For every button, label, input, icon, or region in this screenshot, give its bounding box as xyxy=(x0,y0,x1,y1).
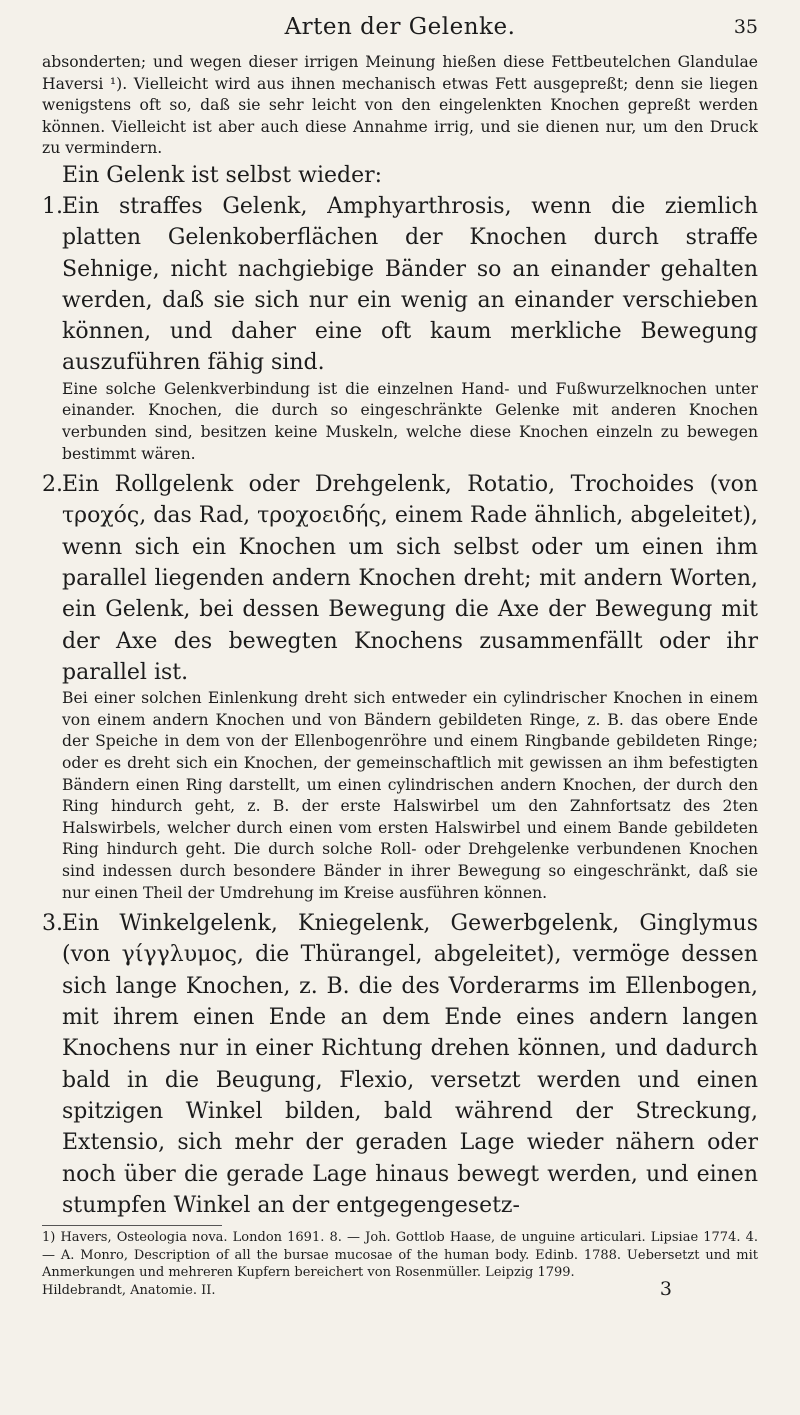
entry-number: 3. xyxy=(42,911,63,937)
entry-main-text: Ein Winkelgelenk, Kniegelenk, Gewerbgelenk, Ginglymus (von γίγγλυμος, die Thürangel, abgeleitet), vermöge dessen sich lange Knochen, z. B. die des Vorderarms im Ellenbogen, mit ihrem einen Ende an dem Ende eines andern langen Knochens nur in einer Richtung drehen können, und dadurch bald in die Beugung, Flexio, versetzt werden und einen spitzigen Winkel bilden, bald während der Streckung, Extensio, sich mehr der geraden Lage wieder nähern oder noch über die gerade Lage hinaus bewegt werden, und einen stumpfen Winkel an der entgegengesetz- xyxy=(62,911,758,1218)
entry-2 xyxy=(42,469,758,904)
entry-3 xyxy=(42,908,758,1221)
footnotes: 1) Havers, Osteologia nova. London 1691. 8. — Joh. Gottlob Haase, de unguine articulari. Lipsiae 1774. 4. — A. Monro, Description of all the bursae mucosae of the human body. Edinb. 1788. Uebersetzt und mit Anmerkungen und mehreren Kupfern bereichert von Rosenmüller. Leipzig 1799. xyxy=(42,1230,758,1281)
entry-1 xyxy=(42,191,758,465)
entry-body xyxy=(62,469,758,904)
running-title: Arten der Gelenke. xyxy=(284,14,516,40)
footnote-divider xyxy=(42,1225,222,1226)
entry-detail-text: Eine solche Gelenkverbindung ist die einzelnen Hand- und Fußwurzelknochen unter einander. Knochen, die durch so eingeschränkte Gelenke mit anderen Knochen verbunden sind, besitzen keine Muskeln, welche diese Knochen einzeln zu bewegen bestimmt wären. xyxy=(62,379,758,463)
entry-main-text: Ein straffes Gelenk, Amphyarthrosis, wenn die ziemlich platten Gelenkoberflächen der Knochen durch straffe Sehnige, nicht nachgiebige Bänder so an einander gehalten werden, daß sie sich nur ein wenig an einander verschieben können, und daher eine oft kaum merkliche Bewegung auszuführen fähig sind. xyxy=(62,193,758,376)
entry-body xyxy=(62,191,758,465)
entry-main-text: Ein Rollgelenk oder Drehgelenk, Rotatio, Trochoides (von τροχός, das Rad, τροχοειδής, einem Rade ähnlich, abgeleitet), wenn sich ein Knochen um sich selbst oder um einen ihm parallel liegenden andern Knochen dreht; mit andern Worten, ein Gelenk, bei dessen Bewegung die Axe der Bewegung mit der Axe des bewegten Knochens zusammenfällt oder ihr parallel ist. xyxy=(62,472,758,685)
entry-detail-text: Bei einer solchen Einlenkung dreht sich entweder ein cylindrischer Knochen in einem von einem andern Knochen und von Bändern gebildeten Ringe, z. B. das obere Ende der Speiche in dem von der Ellenbogenröhre und einem Ringbande gebildeten Ringe; oder es dreht sich ein Knochen, der gemeinschaftlich mit gewissen an ihm befestigten Bändern einen Ring darstellt, um einen cylindrischen andern Knochen, der durch den Ring hindurch geht, z. B. der erste Halswirbel um den Zahnfortsatz des 2ten Halswirbels, welcher durch einen vom ersten Halswirbel und einem Bande gebildeten Ring hindurch geht. Die durch solche Roll- oder Drehgelenke verbundenen Knochen sind indessen durch besondere Bänder in ihrer Bewegung so eingeschränkt, daß sie nur einen Theil der Umdrehung im Kreise ausführen können. xyxy=(62,689,758,902)
lead-sentence: Ein Gelenk ist selbst wieder: xyxy=(62,162,383,188)
entry-number: 1. xyxy=(42,193,63,219)
intro-paragraph: absonderten; und wegen dieser irrigen Meinung hießen diese Fettbeutelchen Glandulae Haversi ¹). Vielleicht wird aus ihnen mechanisch etwas Fett ausgepreßt; denn sie liegen wenigstens oft so, daß sie sehr leicht von den eingelenkten Knochen gepreßt werden können. Vielleicht ist aber auch diese Annahme irrig, und sie dienen nur, um den Druck zu vermindern. xyxy=(42,53,758,158)
page-header xyxy=(42,10,758,50)
entry-body xyxy=(62,908,758,1221)
entry-number: 2. xyxy=(42,472,63,498)
page-footer xyxy=(42,1277,758,1300)
signature-mark: 3 xyxy=(659,1277,672,1300)
footer-book-title: Hildebrandt, Anatomie. II. xyxy=(42,1282,216,1298)
page-number: 35 xyxy=(733,16,758,38)
